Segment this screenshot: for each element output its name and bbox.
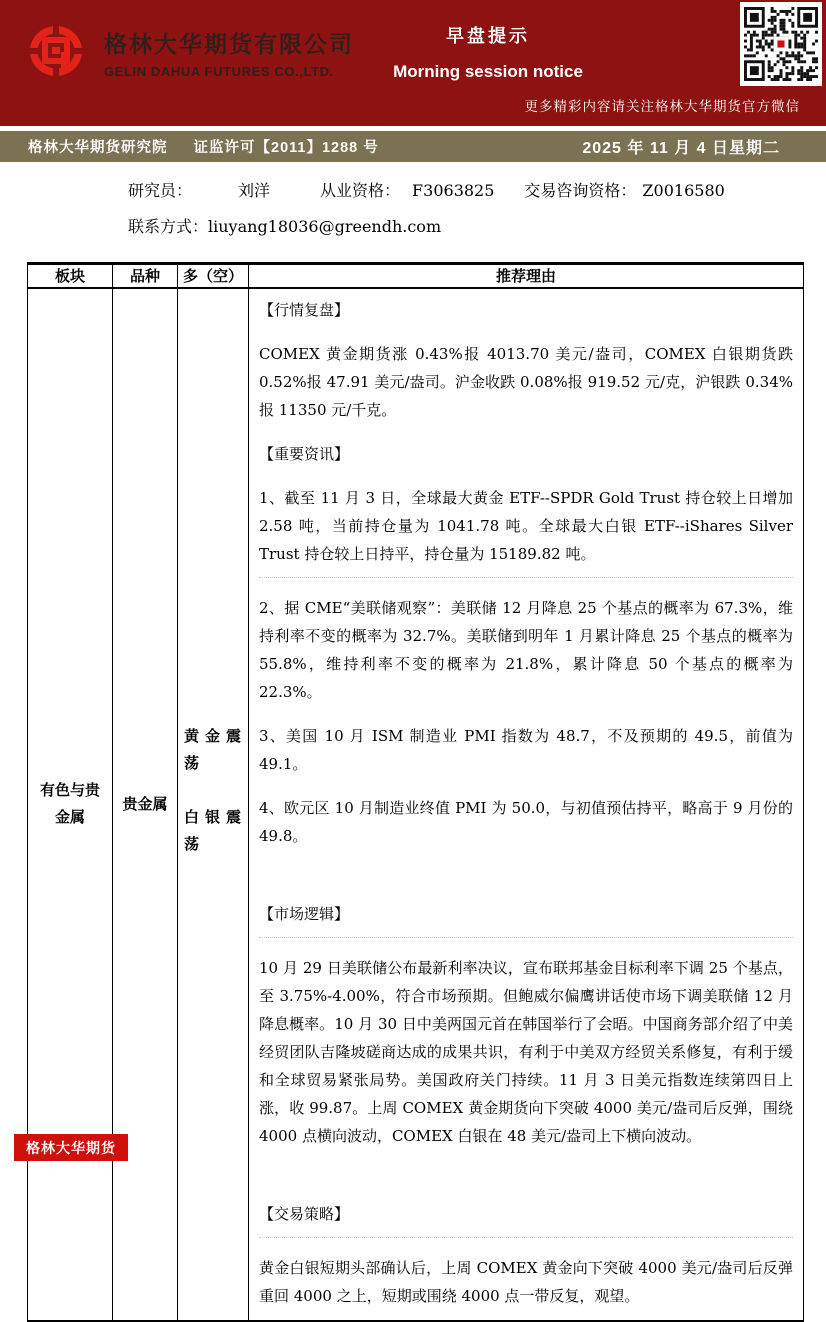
reason-cell bbox=[249, 288, 804, 1321]
advisory-label: 交易咨询资格： bbox=[524, 181, 637, 200]
news-item-3: 3、美国 10 月 ISM 制造业 PMI 指数为 48.7，不及预期的 49.5，前值为 49.1。 bbox=[259, 726, 793, 773]
researcher-label: 研究员： bbox=[128, 181, 193, 200]
company-name-block bbox=[104, 26, 354, 79]
top-banner bbox=[0, 0, 826, 126]
researcher-name: 刘洋 bbox=[238, 181, 271, 200]
qualification-label: 从业资格： bbox=[320, 181, 401, 200]
news-item-1: 1、截至 11 月 3 日，全球最大黄金 ETF--SPDR Gold Trust 持仓较上日增加 2.58 吨，当前持仓量为 1041.78 吨。全球最大白银 ETF--iShares Silver Trust 持仓较上日持平，持仓量为 15189.82 吨。 bbox=[259, 484, 793, 578]
footer-brand-badge: 格林大华期货 bbox=[14, 1134, 128, 1161]
company-name-en: GELIN DAHUA FUTURES CO.,LTD. bbox=[104, 64, 334, 79]
variety-cell: 贵金属 bbox=[113, 288, 178, 1321]
news-item-2: 2、据 CME“美联储观察”：美联储 12 月降息 25 个基点的概率为 67.3%，维持利率不变的概率为 32.7%。美联储到明年 1 月累计降息 25 个基点的概率为 55.8%，维持利率不变的概率为 21.8%，累计降息 50 个基点的概率为 22.3%。 bbox=[259, 598, 793, 701]
section-heading-strategy: 【交易策略】 bbox=[259, 1200, 793, 1238]
table-row bbox=[28, 288, 804, 1321]
section-heading-news: 【重要资讯】 bbox=[259, 444, 350, 463]
contact-email: liuyang18036@greendh.com bbox=[208, 217, 442, 236]
recommendation-table bbox=[27, 262, 804, 1322]
advisory-number: Z0016580 bbox=[642, 181, 725, 200]
column-header-variety: 品种 bbox=[113, 264, 178, 288]
report-date: 2025 年 11 月 4 日星期二 bbox=[582, 140, 780, 157]
section-heading-logic: 【市场逻辑】 bbox=[259, 900, 793, 938]
position-gold: 黄金震荡 bbox=[184, 728, 241, 772]
section-heading-recap: 【行情复盘】 bbox=[259, 300, 350, 319]
recap-paragraph: COMEX 黄金期货涨 0.43%报 4013.70 美元/盎司，COMEX 白银期货跌 0.52%报 47.91 美元/盎司。沪金收跌 0.08%报 919.52 元/克，沪银跌 0.34%报 11350 元/千克。 bbox=[259, 344, 793, 419]
researcher-line-1 bbox=[128, 178, 826, 201]
qualification-number: F3063825 bbox=[412, 181, 495, 200]
license-bar bbox=[0, 131, 826, 162]
market-logic-paragraph: 10 月 29 日美联储公布最新利率决议，宣布联邦基金目标利率下调 25 个基点，至 3.75%-4.00%，符合市场预期。但鲍威尔偏鹰讲话使市场下调美联储 12 月降息概率。10 月 30 日中美两国元首在韩国举行了会晤。中国商务部介绍了中美经贸团队吉隆坡磋商达成的成果共识，有利于中美双方经贸关系修复，有利于缓和全球贸易紧张局势。美国政府关门持续。11 月 3 日美元指数连续第四日上涨，收 99.87。上周 COMEX 黄金期货向下突破 4000 美元/盎司后反弹，围绕 4000 点横向波动，COMEX 白银在 48 美元/盎司上下横向波动。 bbox=[259, 958, 793, 1145]
company-logo-icon bbox=[28, 22, 84, 80]
wechat-qr-code bbox=[740, 2, 822, 86]
sector-cell: 有色与贵金属 bbox=[28, 288, 113, 1321]
column-header-sector: 板块 bbox=[28, 264, 113, 288]
strategy-paragraph: 黄金白银短期头部确认后，上周 COMEX 黄金向下突破 4000 美元/盎司后反弹重回 4000 之上，短期或围绕 4000 点一带反复，观望。 bbox=[259, 1258, 793, 1305]
news-item-4: 4、欧元区 10 月制造业终值 PMI 为 50.0，与初值预估持平，略高于 9 月份的 49.8。 bbox=[259, 798, 793, 845]
contact-label: 联系方式： bbox=[128, 217, 209, 236]
notice-title-cn: 早盘提示 bbox=[446, 26, 530, 46]
notice-title-en: Morning session notice bbox=[393, 62, 583, 81]
table-header-row bbox=[28, 264, 804, 288]
wechat-follow-tip: 更多精彩内容请关注格林大华期货官方微信 bbox=[524, 99, 800, 115]
position-silver: 白银震荡 bbox=[184, 809, 241, 853]
csrc-license-number: 证监许可【2011】1288 号 bbox=[193, 140, 379, 156]
license-bar-left bbox=[28, 136, 379, 157]
notice-title-block bbox=[368, 22, 608, 82]
position-cell bbox=[178, 288, 249, 1321]
researcher-info bbox=[128, 178, 826, 237]
column-header-reason: 推荐理由 bbox=[249, 264, 804, 288]
company-name-cn: 格林大华期货有限公司 bbox=[104, 31, 354, 57]
research-institute-label: 格林大华期货研究院 bbox=[28, 140, 168, 156]
column-header-position: 多（空） bbox=[178, 264, 249, 288]
researcher-line-2 bbox=[128, 214, 826, 237]
